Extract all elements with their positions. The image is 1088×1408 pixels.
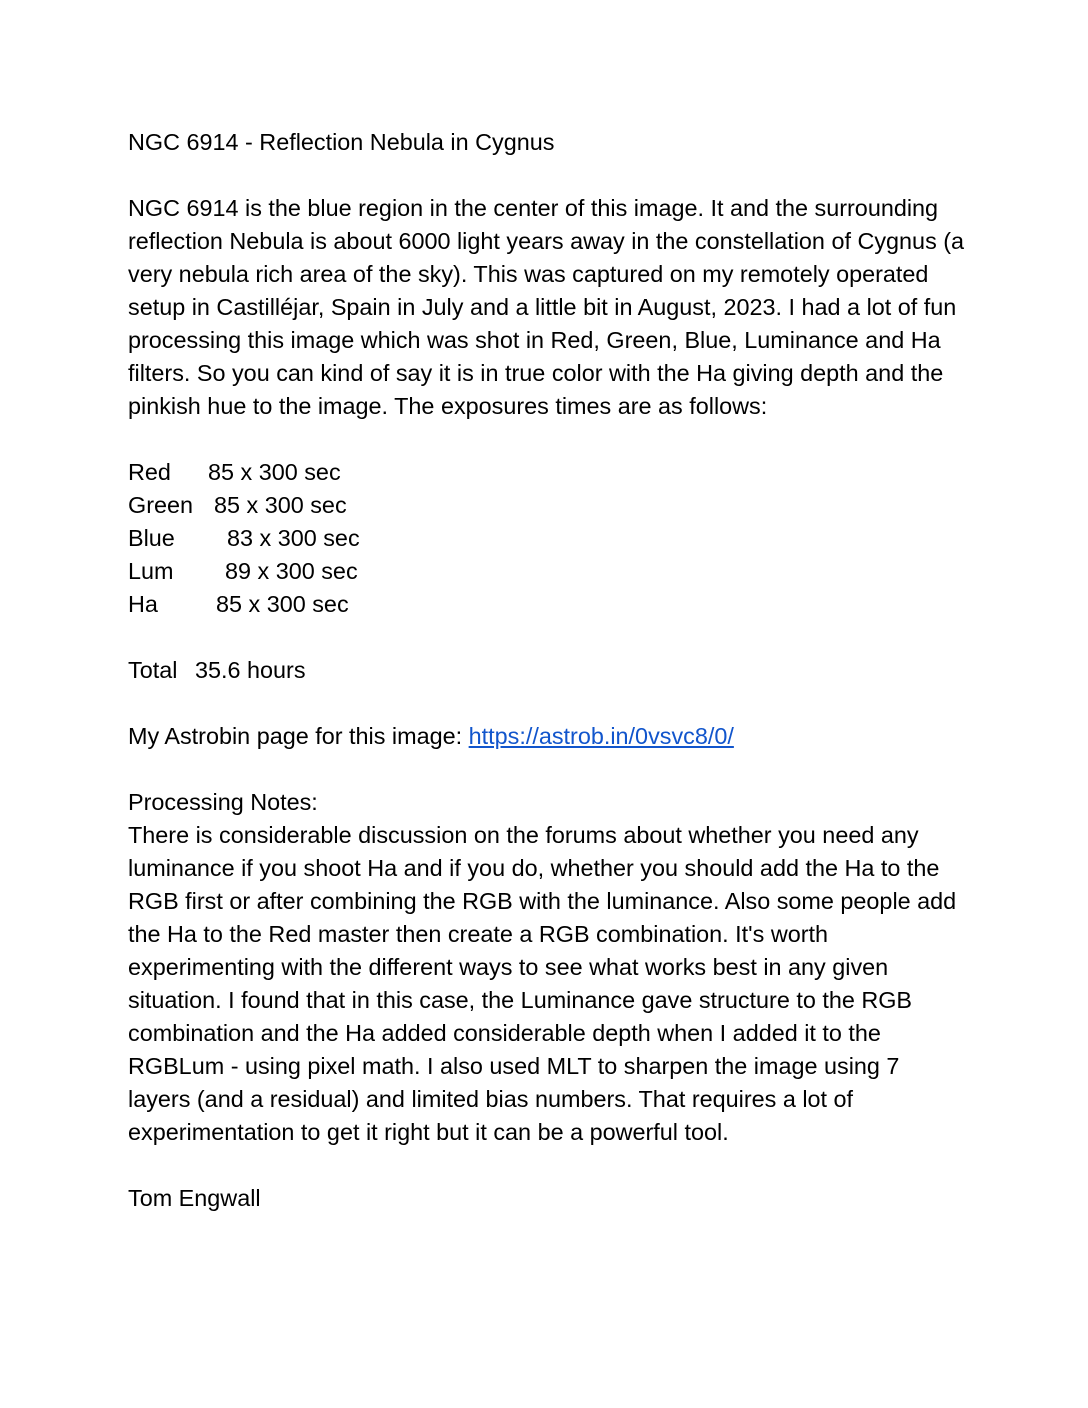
exposure-row-ha [128, 588, 968, 621]
exposure-filter: Lum [128, 558, 174, 584]
processing-heading: Processing Notes: [128, 789, 318, 815]
signature: Tom Engwall [128, 1185, 261, 1211]
astrobin-link[interactable]: https://astrob.in/0vsvc8/0/ [468, 723, 734, 749]
total-line [128, 654, 968, 687]
spacer [128, 687, 968, 720]
intro-paragraph: NGC 6914 is the blue region in the center of this image. It and the surrounding reflection Nebula is about 6000 light years away in the constellation of Cygnus (a very nebula rich area of the sky). This was captured on my remotely operated setup in Castilléjar, Spain in July and a little bit in August, 2023. I had a lot of fun processing this image which was shot in Red, Green, Blue, Luminance and Ha filters. So you can kind of say it is in true color with the Ha giving depth and the pinkish hue to the image. The exposures times are as follows: [128, 195, 965, 419]
exposure-list [128, 456, 968, 621]
spacer [128, 621, 968, 654]
processing-paragraph: There is considerable discussion on the forums about whether you need any luminance if you shoot Ha and if you do, whether you should add the Ha to the RGB first or after combining the RGB with the luminance. Also some people add the Ha to the Red master then create a RGB combination. It's worth experimenting with the different ways to see what works best in any given situation. I found that in this case, the Luminance gave structure to the RGB combination and the Ha added considerable depth when I added it to the RGBLum - using pixel math. I also used MLT to sharpen the image using 7 layers (and a residual) and limited bias numbers. That requires a lot of experimentation to get it right but it can be a powerful tool. [128, 822, 957, 1145]
exposure-row-blue [128, 522, 968, 555]
exposure-filter: Red [128, 459, 171, 485]
spacer [128, 159, 968, 192]
document-page [128, 126, 968, 1215]
exposure-filter: Blue [128, 525, 175, 551]
exposure-value: 89 x 300 sec [225, 558, 358, 584]
exposure-row-lum [128, 555, 968, 588]
astrobin-label: My Astrobin page for this image: [128, 723, 469, 749]
exposure-filter: Ha [128, 591, 158, 617]
exposure-value: 83 x 300 sec [227, 525, 360, 551]
spacer [128, 1149, 968, 1182]
exposure-value: 85 x 300 sec [214, 492, 347, 518]
exposure-value: 85 x 300 sec [208, 459, 341, 485]
document-title: NGC 6914 - Reflection Nebula in Cygnus [128, 129, 555, 155]
astrobin-line [128, 720, 968, 753]
total-value: 35.6 hours [195, 657, 306, 683]
spacer [128, 753, 968, 786]
exposure-filter: Green [128, 492, 194, 518]
exposure-row-green [128, 489, 968, 522]
spacer [128, 423, 968, 456]
total-label: Total [128, 657, 178, 683]
exposure-row-red [128, 456, 968, 489]
exposure-value: 85 x 300 sec [216, 591, 349, 617]
